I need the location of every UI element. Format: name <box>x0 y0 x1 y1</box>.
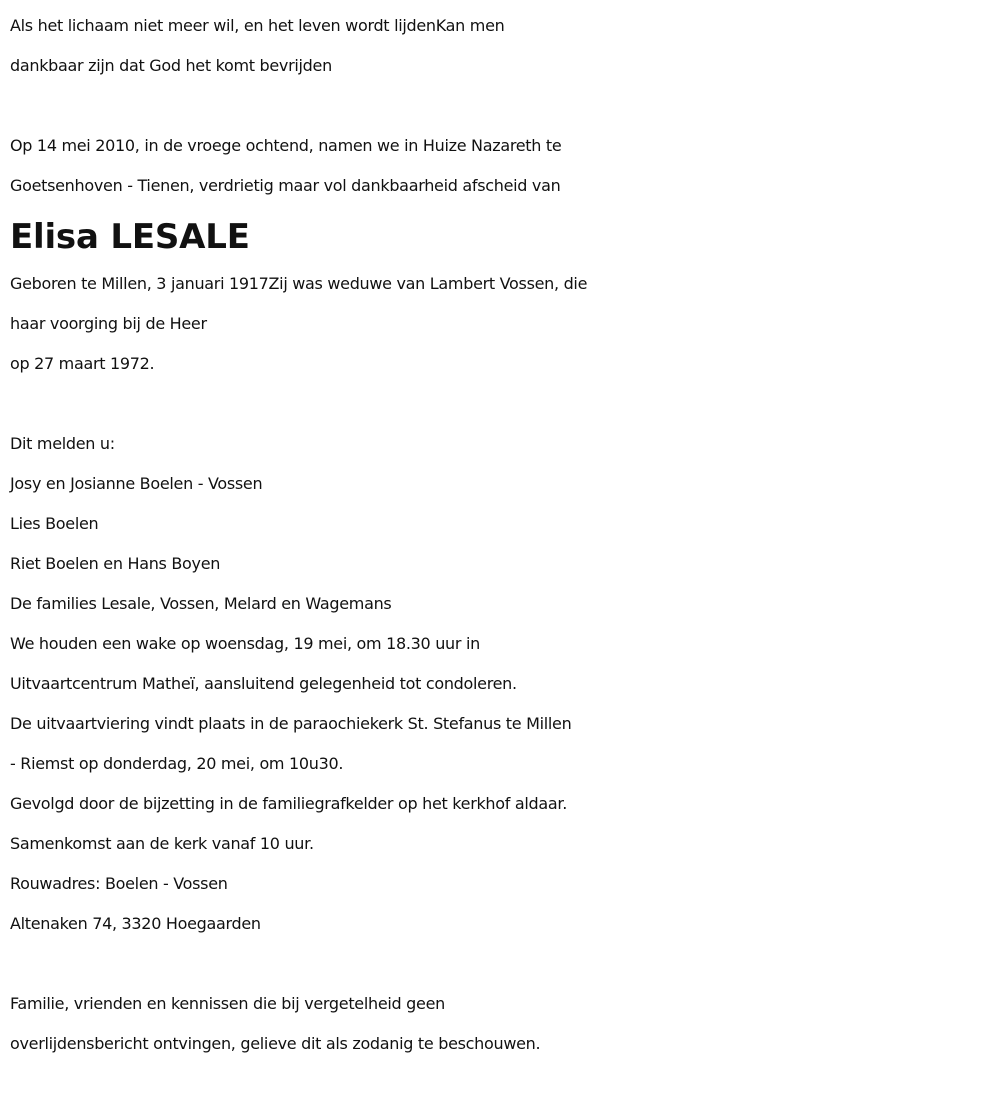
closing-note <box>10 984 995 1064</box>
arrangement-line: Samenkomst aan de kerk vanaf 10 uur. <box>10 834 314 853</box>
obituary-document <box>10 6 995 1064</box>
poem <box>10 6 995 86</box>
biography-line: Geboren te Millen, 3 januari 1917Zij was weduwe van Lambert Vossen, die <box>10 274 588 293</box>
announcement <box>10 126 995 206</box>
mourning-address-label: Rouwadres: Boelen - Vossen <box>10 874 228 893</box>
notifier-name: Lies Boelen <box>10 514 99 533</box>
closing-line: Familie, vrienden en kennissen die bij vergetelheid geen <box>10 994 445 1013</box>
notifier-name: Riet Boelen en Hans Boyen <box>10 554 221 573</box>
spacer <box>10 384 995 424</box>
biography <box>10 264 995 384</box>
spacer <box>10 944 995 984</box>
arrangement-line: De uitvaartviering vindt plaats in de paraochiekerk St. Stefanus te Millen <box>10 714 572 733</box>
arrangements <box>10 624 995 944</box>
closing-line: overlijdensbericht ontvingen, gelieve dit als zodanig te beschouwen. <box>10 1034 541 1053</box>
notifiers-intro: Dit melden u: <box>10 434 115 453</box>
arrangement-line: Gevolgd door de bijzetting in de familiegrafkelder op het kerkhof aldaar. <box>10 794 567 813</box>
spacer <box>10 86 995 126</box>
notifier-name: De families Lesale, Vossen, Melard en Wagemans <box>10 594 392 613</box>
announcement-line: Goetsenhoven - Tienen, verdrietig maar vol dankbaarheid afscheid van <box>10 176 561 195</box>
notifier-name: Josy en Josianne Boelen - Vossen <box>10 474 263 493</box>
poem-line: dankbaar zijn dat God het komt bevrijden <box>10 56 332 75</box>
arrangement-line: Uitvaartcentrum Matheï, aansluitend gelegenheid tot condoleren. <box>10 674 517 693</box>
arrangement-line: - Riemst op donderdag, 20 mei, om 10u30. <box>10 754 344 773</box>
mourning-address: Altenaken 74, 3320 Hoegaarden <box>10 914 261 933</box>
poem-line: Als het lichaam niet meer wil, en het leven wordt lijdenKan men <box>10 16 505 35</box>
deceased-name: Elisa LESALE <box>10 217 250 257</box>
arrangement-line: We houden een wake op woensdag, 19 mei, om 18.30 uur in <box>10 634 480 653</box>
biography-line: haar voorging bij de Heer <box>10 314 207 333</box>
notifiers <box>10 424 995 624</box>
announcement-line: Op 14 mei 2010, in de vroege ochtend, namen we in Huize Nazareth te <box>10 136 562 155</box>
biography-line: op 27 maart 1972. <box>10 354 155 373</box>
